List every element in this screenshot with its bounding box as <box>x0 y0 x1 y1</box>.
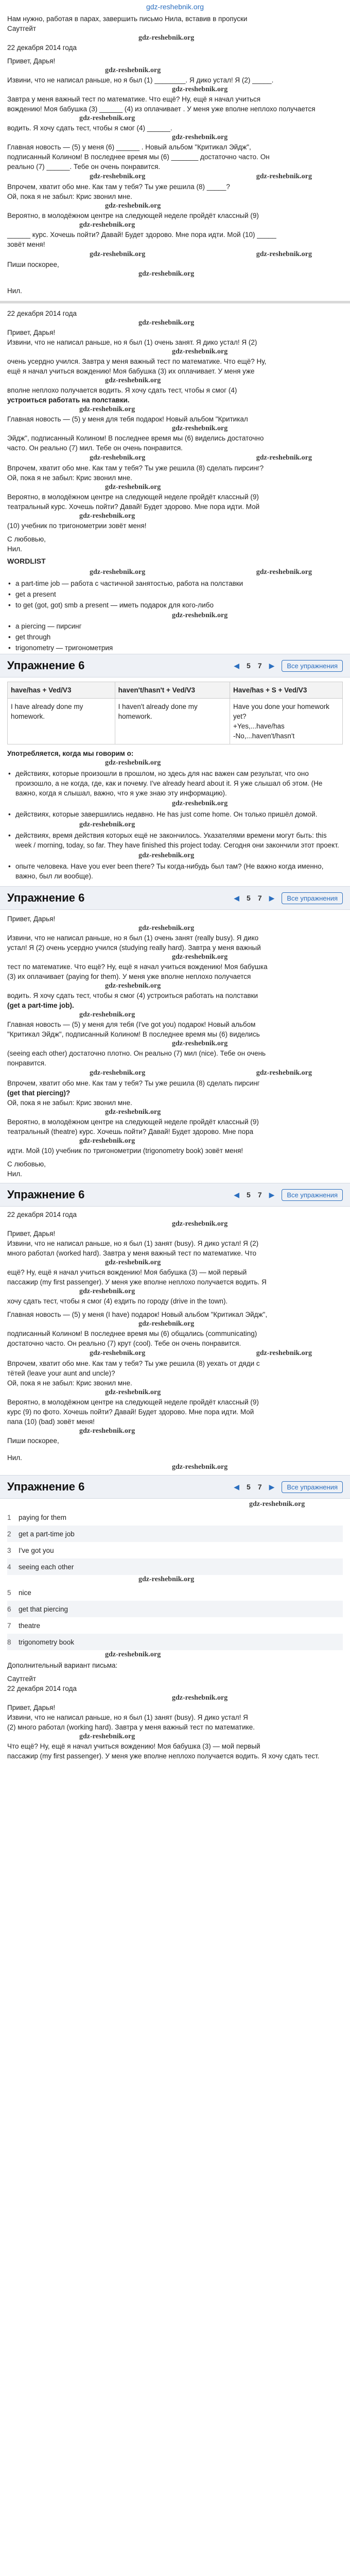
list-item-number: 5 <box>7 1588 11 1597</box>
letter5-line: Извини, что не написал раньше, но я был (1) занят (busy). Я дико устал! Я <box>7 1714 248 1721</box>
watermark-row <box>7 1068 343 1078</box>
watermark: gdz-reshebnik.org <box>172 1040 228 1047</box>
watermark: gdz-reshebnik.org <box>105 202 161 210</box>
letter3-line: (3) их оплачивает (paying for them). У меня уже вполне неплохо получается <box>7 973 251 980</box>
watermark: gdz-reshebnik.org <box>256 250 312 258</box>
letter3-line: водить. Я хочу сдать тест, чтобы я смог (4) устроиться работать на полставки <box>7 992 258 999</box>
letter1-date: 22 декабря 2014 года <box>7 44 77 52</box>
all-exercises-button[interactable]: Все упражнения <box>282 892 343 904</box>
list-item-number: 6 <box>7 1605 11 1613</box>
watermark: gdz-reshebnik.org <box>79 512 135 520</box>
letter1-line: зовёт меня! <box>7 241 45 248</box>
site-link[interactable]: gdz-reshebnik.org <box>146 3 204 11</box>
list-item-number: 8 <box>7 1638 11 1646</box>
letter2-line: ещё я начал учиться вождению! Моя бабушка (3) их оплачивает. У меня уже <box>7 367 255 375</box>
watermark: gdz-reshebnik.org <box>138 270 195 278</box>
usage-item: • действиях, которые завершились недавно. He has just come home. Он только пришёл домой. <box>7 809 343 819</box>
intro-section <box>0 14 350 296</box>
letter5-greeting: Привет, Дарья! <box>7 1704 56 1711</box>
watermark: gdz-reshebnik.org <box>105 1259 161 1266</box>
list-item-text: get a part-time job <box>19 1530 75 1538</box>
table-header-row <box>8 682 343 699</box>
prev-exercise-number[interactable]: 5 <box>247 1483 251 1491</box>
letter3-line: (seeing each other) достаточно плотно. Он реально (7) мил (nice). Тебе он очень <box>7 1049 266 1057</box>
list-item-text: theatre <box>19 1621 41 1630</box>
letter3-sign: Нил. <box>7 1170 22 1178</box>
exercise-nav <box>234 1189 343 1201</box>
watermark: gdz-reshebnik.org <box>172 1694 228 1702</box>
exercise-nav <box>234 892 343 904</box>
letter3-line: Главная новость — (5) у меня для тебя (I've got you) подарок! Новый альбом <box>7 1021 256 1028</box>
watermark: gdz-reshebnik.org <box>138 852 195 859</box>
watermark: gdz-reshebnik.org <box>138 924 195 932</box>
list-item <box>7 1634 343 1650</box>
letter2-line: Главная новость — (5) у меня для тебя подарок! Новый альбом "Критикал <box>7 415 248 423</box>
letter3-line: Впрочем, хватит обо мне. Как там у тебя? Ты уже решила (8) сделать пирсинг <box>7 1079 260 1087</box>
letter1-line: Пиши поскорее, <box>7 261 59 268</box>
letter5-line: (2) много работал (working hard). Завтра у меня важный тест по математике. <box>7 1723 255 1731</box>
watermark: gdz-reshebnik.org <box>79 1287 135 1295</box>
watermark: gdz-reshebnik.org <box>90 454 146 462</box>
watermark: gdz-reshebnik.org <box>172 133 228 141</box>
watermark: gdz-reshebnik.org <box>90 1349 146 1357</box>
watermark-row <box>7 1348 343 1359</box>
watermark: gdz-reshebnik.org <box>79 821 135 828</box>
wordlist-item: • to get (got, got) smb a present — иметь подарок для кого-либо <box>7 600 343 610</box>
letter3-line: Извини, что не написал раньше, но я был (1) очень занят (really busy). Я дико <box>7 934 259 942</box>
letter1-line: Впрочем, хватит обо мне. Как там у тебя? Ты уже решила (8) _____? <box>7 183 230 191</box>
watermark: gdz-reshebnik.org <box>172 425 228 432</box>
table-header-cell: haven't/hasn't + Ved/V3 <box>115 682 230 699</box>
letter2-line: Эйдж", подписанный Колином! В последнее время мы (6) виделись достаточно <box>7 434 264 442</box>
watermark: gdz-reshebnik.org <box>90 1069 146 1077</box>
next-exercise-icon[interactable]: ▶ <box>269 893 275 902</box>
watermark: gdz-reshebnik.org <box>172 86 228 93</box>
letter4-section <box>0 1207 350 1472</box>
list-item-number: 1 <box>7 1513 11 1521</box>
exercise-nav <box>234 660 343 672</box>
wordlist-item: • a piercing — пирсинг <box>7 621 343 631</box>
extra-variant-title: Дополнительный вариант письма: <box>7 1662 118 1669</box>
watermark: gdz-reshebnik.org <box>79 1427 135 1435</box>
wordlist-item: • get a present <box>7 589 343 599</box>
table-header-cell: Have/has + S + Ved/V3 <box>230 682 343 699</box>
letter2-line: устроиться работать на полставки. <box>7 396 130 404</box>
letter4-line: много работал (worked hard). Завтра у меня важный тест по математике. Что <box>7 1249 256 1257</box>
letter2-line: Ой, пока я не забыл: Крис звонил мне. <box>7 474 132 482</box>
letter2-line: очень усердно учился. Завтра у меня важный тест по математике. Что ещё? Ну, <box>7 358 267 365</box>
letter2-line: Извини, что не написал раньше, но я был (1) очень занят. Я дико устал! Я (2) <box>7 338 257 346</box>
letter4-line: подписанный Колином! В последнее время мы (6) общались (communicating) <box>7 1330 257 1337</box>
prev-exercise-icon[interactable]: ◀ <box>234 893 240 902</box>
letter5-date: 22 декабря 2014 года <box>7 1685 77 1692</box>
list-item <box>7 1584 343 1601</box>
letter2-date: 22 декабря 2014 года <box>7 310 77 317</box>
watermark: gdz-reshebnik.org <box>172 1463 228 1471</box>
watermark: gdz-reshebnik.org <box>256 173 312 180</box>
letter4-line: Извини, что не написал раньше, но я был (1) занят (busy). Я дико устал! Я (2) <box>7 1240 259 1247</box>
letter3-line: Вероятно, в молодёжном центре на следующей неделе пройдёт классный (9) <box>7 1118 259 1126</box>
exercise-header <box>0 1475 350 1499</box>
watermark: gdz-reshebnik.org <box>79 1733 135 1740</box>
top-site-link[interactable] <box>0 0 350 14</box>
all-exercises-button[interactable]: Все упражнения <box>282 1189 343 1201</box>
watermark: gdz-reshebnik.org <box>256 568 312 576</box>
watermark: gdz-reshebnik.org <box>79 221 135 229</box>
list-item-number: 7 <box>7 1621 11 1630</box>
watermark: gdz-reshebnik.org <box>138 1320 195 1328</box>
all-exercises-button[interactable]: Все упражнения <box>282 660 343 672</box>
wordlist-item: • get through <box>7 632 343 642</box>
table-cell: I haven't already done my homework. <box>115 699 230 744</box>
wordlist-item: • trigonometry — тригонометрия <box>7 643 343 653</box>
watermark: gdz-reshebnik.org <box>105 1108 161 1116</box>
list-item-number: 2 <box>7 1530 11 1538</box>
list-item <box>7 1601 343 1617</box>
watermark: gdz-reshebnik.org <box>79 1011 135 1019</box>
letter5-line: Что ещё? Ну, ещё я начал учиться вождению! Моя бабушка (3) — мой первый <box>7 1742 260 1750</box>
next-exercise-number[interactable]: 7 <box>257 1483 262 1491</box>
prev-exercise-number[interactable]: 5 <box>247 662 251 670</box>
next-exercise-icon[interactable]: ▶ <box>269 1190 275 1199</box>
exercise-header <box>0 654 350 677</box>
watermark: gdz-reshebnik.org <box>172 348 228 355</box>
letter1-line: Завтра у меня важный тест по математике. Что ещё? Ну, ещё я начал учиться <box>7 95 261 103</box>
next-exercise-number[interactable]: 7 <box>257 662 262 670</box>
next-exercise-icon[interactable]: ▶ <box>269 1482 275 1491</box>
letter4-line: Главная новость — (5) у меня (I have) подарок! Новый альбом "Критикал Эйдж", <box>7 1311 268 1318</box>
answers-list <box>0 1499 350 1660</box>
letter4-line: Пиши поскорее, <box>7 1437 59 1445</box>
watermark: gdz-reshebnik.org <box>105 377 161 384</box>
list-item-text: get that piercing <box>19 1605 68 1613</box>
letter4-line: пассажир (my first passenger). У меня уже вполне неплохо получается водить. Я <box>7 1278 267 1286</box>
watermark: gdz-reshebnik.org <box>138 34 195 42</box>
list-item-text: trigonometry book <box>19 1638 75 1646</box>
letter1-line: Ой, пока я не забыл: Крис звонил мне. <box>7 193 132 200</box>
next-exercise-icon[interactable]: ▶ <box>269 661 275 670</box>
exercise-nav <box>234 1481 343 1493</box>
watermark-row <box>7 567 343 578</box>
letter4-line: папа (10) (bad) зовёт меня! <box>7 1418 95 1426</box>
watermark: gdz-reshebnik.org <box>172 953 228 961</box>
letter3-line: (get that piercing)? <box>7 1089 71 1097</box>
exercise-title: Упражнение 6 <box>7 659 85 672</box>
letter1-line: Вероятно, в молодёжном центре на следующей неделе пройдёт классный (9) <box>7 212 259 219</box>
letter5-from: Саутгейт <box>7 1675 37 1683</box>
prev-exercise-icon[interactable]: ◀ <box>234 1482 240 1491</box>
letter4-sign: Нил. <box>7 1454 22 1462</box>
section-divider <box>0 301 350 303</box>
exercise-title: Упражнение 6 <box>7 1480 85 1493</box>
watermark: gdz-reshebnik.org <box>172 612 228 619</box>
watermark: gdz-reshebnik.org <box>249 1500 305 1508</box>
table-cell: I have already done my homework. <box>8 699 115 744</box>
letter2-line: часто. Он реально (7) мил. Тебе он очень понравится. <box>7 444 183 452</box>
watermark: gdz-reshebnik.org <box>105 483 161 491</box>
table-cell: Have you done your homework yet? +Yes,...have/has -No,...haven't/hasn't <box>230 699 343 744</box>
wordlist-title: WORDLIST <box>7 557 46 565</box>
all-exercises-button[interactable]: Все упражнения <box>282 1481 343 1493</box>
watermark: gdz-reshebnik.org <box>172 800 228 807</box>
list-item-text: paying for them <box>19 1513 67 1521</box>
letter3-greeting: Привет, Дарья! <box>7 915 56 923</box>
letter2-line: Вероятно, в молодёжном центре на следующей неделе пройдёт классный (9) <box>7 493 259 501</box>
intro-text: Нам нужно, работая в парах, завершить письмо Нила, вставив в пропуски <box>7 15 248 23</box>
letter4-line: Вероятно, в молодёжном центре на следующей неделе пройдёт классный (9) <box>7 1398 259 1406</box>
letter3-line: театральный (theatre) курс. Хочешь пойти? Давай! Будет здорово. Мне пора <box>7 1128 254 1136</box>
letter2-line: вполне неплохо получается водить. Я хочу сдать тест, чтобы я смог (4) <box>7 386 237 394</box>
letter4-date: 22 декабря 2014 года <box>7 1211 77 1218</box>
grammar-table <box>7 682 343 744</box>
letter1-line: подписанный Колином! В последнее время мы (6) _______ достаточно часто. Он <box>7 153 270 161</box>
letter2-line: С любовью, <box>7 535 46 543</box>
watermark: gdz-reshebnik.org <box>105 66 161 74</box>
watermark-row <box>7 249 343 260</box>
usage-item: • действиях, время действия которых ещё не закончилось. Указателями времени могут быть: this week / morning, today, so far. They have finished this project today. Сегодня они закончили этот проект. <box>7 831 343 850</box>
exercise-title: Упражнение 6 <box>7 891 85 904</box>
table-row <box>8 699 343 744</box>
letter3-line: идти. Мой (10) учебник по тригонометрии (trigonometry book) зовёт меня! <box>7 1147 243 1155</box>
list-item-text: nice <box>19 1588 31 1597</box>
letter4-line: хочу сдать тест, чтобы я смог (4) ездить по городу (drive in the town). <box>7 1297 228 1305</box>
letter2-sign: Нил. <box>7 545 22 553</box>
watermark: gdz-reshebnik.org <box>90 173 146 180</box>
letter1-greeting: Привет, Дарья! <box>7 57 56 65</box>
prev-exercise-number[interactable]: 5 <box>247 894 251 902</box>
watermark: gdz-reshebnik.org <box>105 1388 161 1396</box>
watermark-row <box>7 453 343 463</box>
list-item <box>7 1509 343 1526</box>
table-header-cell: have/has + Ved/V3 <box>8 682 115 699</box>
list-item-text: I've got you <box>19 1546 54 1554</box>
exercise-title: Упражнение 6 <box>7 1188 85 1201</box>
letter1-line: ______ курс. Хочешь пойти? Давай! Будет здорово. Мне пора идти. Мой (10) _____ <box>7 231 276 239</box>
list-item <box>7 1542 343 1558</box>
watermark: gdz-reshebnik.org <box>79 114 135 122</box>
watermark: gdz-reshebnik.org <box>138 1575 195 1583</box>
letter2-line: Впрочем, хватит обо мне. Как там у тебя? Ты уже решила (8) сделать пирсинг? <box>7 464 264 472</box>
letter4-line: Впрочем, хватит обо мне. Как там у тебя? Ты уже решила (8) уехать от дяди с <box>7 1360 260 1367</box>
watermark: gdz-reshebnik.org <box>105 759 161 767</box>
next-exercise-number[interactable]: 7 <box>257 1191 262 1199</box>
letter1-from: Саутгейт <box>7 25 37 32</box>
letter3-line: тест по математике. Что ещё? Ну, ещё я начал учиться вождению! Моя бабушка <box>7 963 268 971</box>
usage-item: • опыте человека. Have you ever been there? Ты когда-нибудь был там? (Не важно когда именно, важно, был ли вообще). <box>7 861 343 881</box>
list-item-text: seeing each other <box>19 1563 74 1571</box>
list-item-number: 3 <box>7 1546 11 1554</box>
watermark: gdz-reshebnik.org <box>256 1069 312 1077</box>
letter4-greeting: Привет, Дарья! <box>7 1230 56 1238</box>
letter4-line: тётей (leave your aunt and uncle)? <box>7 1369 115 1377</box>
letter3-line: устал! Я (2) очень усердно учился (studying really hard). Завтра у меня важный <box>7 944 261 952</box>
letter5-line: пассажир (my first passenger). У меня уже вполне неплохо получается водить. Я хочу сдать тест. <box>7 1752 320 1760</box>
usage-title: Употребляется, когда мы говорим о: <box>7 750 134 757</box>
watermark: gdz-reshebnik.org <box>172 1220 228 1228</box>
list-item-number: 4 <box>7 1563 11 1571</box>
exercise-header <box>0 886 350 910</box>
exercise-header <box>0 1183 350 1207</box>
letter3-line: С любовью, <box>7 1160 46 1168</box>
letter2-section <box>0 309 350 653</box>
letter5-section <box>0 1660 350 1761</box>
letter3-line: понравится. <box>7 1059 46 1067</box>
letter4-line: достаточно часто. Он реально (7) крут (cool). Тебе он очень понравится. <box>7 1340 241 1347</box>
letter3-line: "Критикал Эйдж", подписанный Колином! В последнее время мы (6) виделись <box>7 1030 260 1038</box>
prev-exercise-icon[interactable]: ◀ <box>234 661 240 670</box>
next-exercise-number[interactable]: 7 <box>257 894 262 902</box>
letter1-line: вождению! Моя бабушка (3) ______ (4) из оплачивает . У меня уже вполне неплохо получается <box>7 105 316 113</box>
letter3-section <box>0 910 350 1179</box>
usage-section <box>0 749 350 881</box>
watermark: gdz-reshebnik.org <box>90 250 146 258</box>
letter2-greeting: Привет, Дарья! <box>7 329 56 336</box>
letter2-line: (10) учебник по тригонометрии зовёт меня! <box>7 522 147 530</box>
letter3-line: Ой, пока я не забыл: Крис звонил мне. <box>7 1099 132 1107</box>
letter4-line: курс (9) по фото. Хочешь пойти? Давай! Будет здорово. Мне пора идти. Мой <box>7 1408 254 1416</box>
letter2-line: театральный курс. Хочешь пойти? Давай! Будет здорово. Мне пора идти. Мой <box>7 503 260 511</box>
letter4-line: Ой, пока я не забыл: Крис звонил мне. <box>7 1379 132 1387</box>
letter1-line: Извини, что не написал раньше, но я был (1) ________. Я дико устал! Я (2) _____. <box>7 76 274 84</box>
watermark: gdz-reshebnik.org <box>90 568 146 576</box>
watermark: gdz-reshebnik.org <box>79 405 135 413</box>
letter4-line: ещё? Ну, ещё я начал учиться вождению! Моя бабушка (3) — мой первый <box>7 1268 247 1276</box>
watermark: gdz-reshebnik.org <box>105 982 161 990</box>
letter1-line: Главная новость — (5) у меня (6) ______ . Новый альбом "Критикал Эйдж", <box>7 143 251 151</box>
wordlist-item: • a part-time job — работа с частичной занятостью, работа на полставки <box>7 579 343 588</box>
watermark-row <box>7 172 343 182</box>
watermark: gdz-reshebnik.org <box>256 1349 312 1357</box>
watermark: gdz-reshebnik.org <box>256 454 312 462</box>
watermark: gdz-reshebnik.org <box>105 1651 161 1658</box>
watermark: gdz-reshebnik.org <box>79 1137 135 1145</box>
list-item <box>7 1526 343 1542</box>
watermark: gdz-reshebnik.org <box>138 319 195 327</box>
prev-exercise-icon[interactable]: ◀ <box>234 1190 240 1199</box>
list-item <box>7 1558 343 1575</box>
letter1-line: реально (7) ______. Тебе он очень понравится. <box>7 163 161 171</box>
usage-item: • действиях, которые произошли в прошлом, но здесь для нас важен сам результат, что оно произошло, а не когда, где, как и почему. I've already heard about it. Я уже слышал об этом. (Не важно, когда я слышал, важно, что я уже знаю эту информацию). <box>7 769 343 798</box>
letter1-line: водить. Я хочу сдать тест, чтобы я смог (4) ______. <box>7 124 172 132</box>
list-item <box>7 1617 343 1634</box>
prev-exercise-number[interactable]: 5 <box>247 1191 251 1199</box>
letter1-sign: Нил. <box>7 287 22 295</box>
letter3-line: (get a part-time job). <box>7 1002 74 1009</box>
